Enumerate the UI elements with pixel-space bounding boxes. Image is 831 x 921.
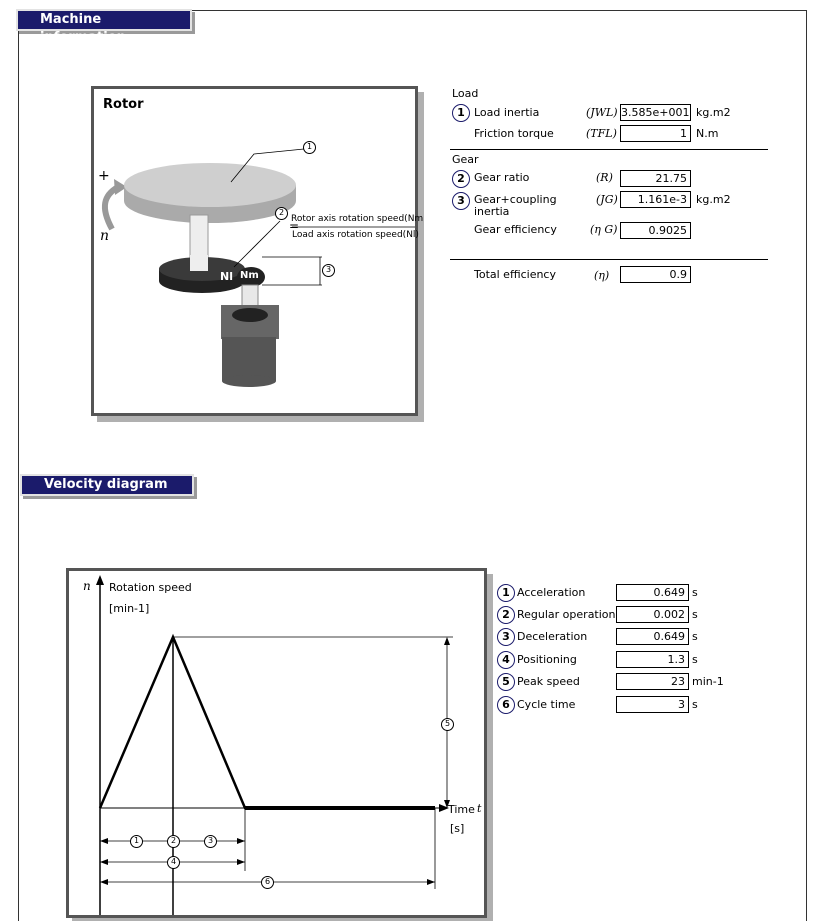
- motor-body: [222, 337, 276, 381]
- marker-1: 1: [303, 141, 316, 154]
- equals-sign: =: [289, 219, 300, 233]
- friction-torque-unit: N.m: [696, 127, 719, 140]
- param-marker-1: 1: [452, 104, 470, 122]
- peak-speed-value[interactable]: 23: [616, 673, 689, 690]
- gear-coupling-symbol: (JG): [596, 193, 618, 206]
- y-axis-label: Rotation speed: [109, 581, 192, 594]
- gear-coupling-label: Gear+coupling: [474, 193, 557, 206]
- dim4-arrow-l: [100, 859, 108, 865]
- label-nm: Nm: [240, 270, 259, 281]
- shaft: [190, 215, 208, 259]
- dim3-arrow-r: [237, 838, 245, 844]
- vd-marker-1: 1: [130, 835, 143, 848]
- vd-marker-2: 2: [167, 835, 180, 848]
- gear-efficiency-value[interactable]: 0.9025: [620, 222, 691, 239]
- positioning-unit: s: [692, 653, 698, 666]
- vel-row-marker-5: 5: [497, 673, 515, 691]
- load-inertia-value[interactable]: 3.585e+001: [621, 106, 690, 119]
- disc-top: [124, 163, 296, 207]
- vel-row-marker-6: 6: [497, 696, 515, 714]
- param-marker-2: 2: [452, 170, 470, 188]
- vel-row-marker-2: 2: [497, 606, 515, 624]
- velocity-diagram: [66, 568, 487, 918]
- param-marker-3: 3: [452, 192, 470, 210]
- total-efficiency-value[interactable]: 0.9: [620, 266, 691, 283]
- dim5-arrow-top: [444, 637, 450, 645]
- dim6-arrow-r: [427, 879, 435, 885]
- t-axis-symbol: t: [477, 802, 482, 815]
- vel-row-marker-1: 1: [497, 584, 515, 602]
- load-inertia-symbol: (JWL): [586, 106, 618, 119]
- dim4-arrow-r: [237, 859, 245, 865]
- marker-3: 3: [322, 264, 335, 277]
- gear-coupling-unit: kg.m2: [696, 193, 731, 206]
- label-nl: Nl: [220, 270, 233, 283]
- velocity-profile-line: [100, 637, 435, 808]
- ratio-numerator: Rotor axis rotation speed(Nm: [291, 214, 424, 224]
- vd-marker-4: 4: [167, 856, 180, 869]
- vel-row-marker-4: 4: [497, 651, 515, 669]
- y-axis-unit: [min-1]: [109, 602, 150, 615]
- frame-right: [806, 10, 807, 921]
- n-symbol: n: [100, 228, 110, 244]
- gear-ratio-label: Gear ratio: [474, 171, 530, 184]
- divider-load-gear: [450, 149, 768, 150]
- vd-marker-3: 3: [204, 835, 217, 848]
- dim1-arrow-l: [100, 838, 108, 844]
- x-axis-label: Time: [448, 803, 475, 816]
- deceleration-label: Deceleration: [517, 630, 588, 643]
- machine-info-header: Machine information: [16, 9, 192, 31]
- friction-torque-value[interactable]: 1: [620, 125, 691, 142]
- positioning-label: Positioning: [517, 653, 577, 666]
- gear-efficiency-symbol: (η G): [590, 223, 618, 236]
- frame-top: [190, 10, 807, 11]
- velocity-profile-chart: [69, 571, 484, 915]
- peak-speed-unit: min-1: [692, 675, 724, 688]
- rotor-title: Rotor: [103, 97, 144, 112]
- gear-ratio-symbol: (R): [596, 171, 613, 184]
- acceleration-unit: s: [692, 586, 698, 599]
- dim6-arrow-l: [100, 879, 108, 885]
- regular-operation-unit: s: [692, 608, 698, 621]
- motor-flange-hole: [232, 308, 268, 322]
- positioning-value[interactable]: 1.3: [616, 651, 689, 668]
- gear-coupling-label-2: inertia: [474, 205, 510, 218]
- marker-2: 2: [275, 207, 288, 220]
- rotor-diagram: [91, 86, 424, 416]
- cycle-time-label: Cycle time: [517, 698, 576, 711]
- load-inertia-unit: kg.m2: [696, 106, 731, 119]
- load-heading: Load: [452, 87, 479, 100]
- leader-line-2: [234, 221, 280, 267]
- rotor-illustration: [94, 89, 415, 413]
- frame-left: [18, 30, 19, 921]
- gear-heading: Gear: [452, 153, 479, 166]
- velocity-diagram-header: Velocity diagram: [20, 474, 194, 496]
- deceleration-value[interactable]: 0.649: [616, 628, 689, 645]
- total-efficiency-label: Total efficiency: [474, 268, 556, 281]
- n-axis-symbol: n: [83, 579, 91, 593]
- gear-coupling-value[interactable]: 1.161e-3: [620, 191, 691, 208]
- acceleration-value[interactable]: 0.649: [616, 584, 689, 601]
- friction-torque-label: Friction torque: [474, 127, 554, 140]
- regular-operation-value[interactable]: 0.002: [616, 606, 689, 623]
- acceleration-label: Acceleration: [517, 586, 586, 599]
- vel-row-marker-3: 3: [497, 628, 515, 646]
- vd-marker-6: 6: [261, 876, 274, 889]
- divider-gear-total: [450, 259, 768, 260]
- load-inertia-label: Load inertia: [474, 106, 540, 119]
- regular-operation-label: Regular operation: [517, 608, 616, 621]
- x-axis-unit: [s]: [450, 822, 465, 835]
- ratio-denominator: Load axis rotation speed(Nl): [292, 230, 419, 240]
- cycle-time-unit: s: [692, 698, 698, 711]
- vd-marker-5: 5: [441, 718, 454, 731]
- total-efficiency-symbol: (η): [594, 269, 610, 282]
- shaft-lower: [190, 255, 208, 271]
- y-axis-arrow: [96, 575, 104, 585]
- cycle-time-value[interactable]: 3: [616, 696, 689, 713]
- deceleration-unit: s: [692, 630, 698, 643]
- friction-torque-symbol: (TFL): [586, 127, 617, 140]
- motor-bottom: [222, 375, 276, 387]
- gear-efficiency-label: Gear efficiency: [474, 223, 557, 236]
- plus-sign: +: [98, 168, 110, 184]
- peak-speed-label: Peak speed: [517, 675, 580, 688]
- gear-ratio-value[interactable]: 21.75: [620, 170, 691, 187]
